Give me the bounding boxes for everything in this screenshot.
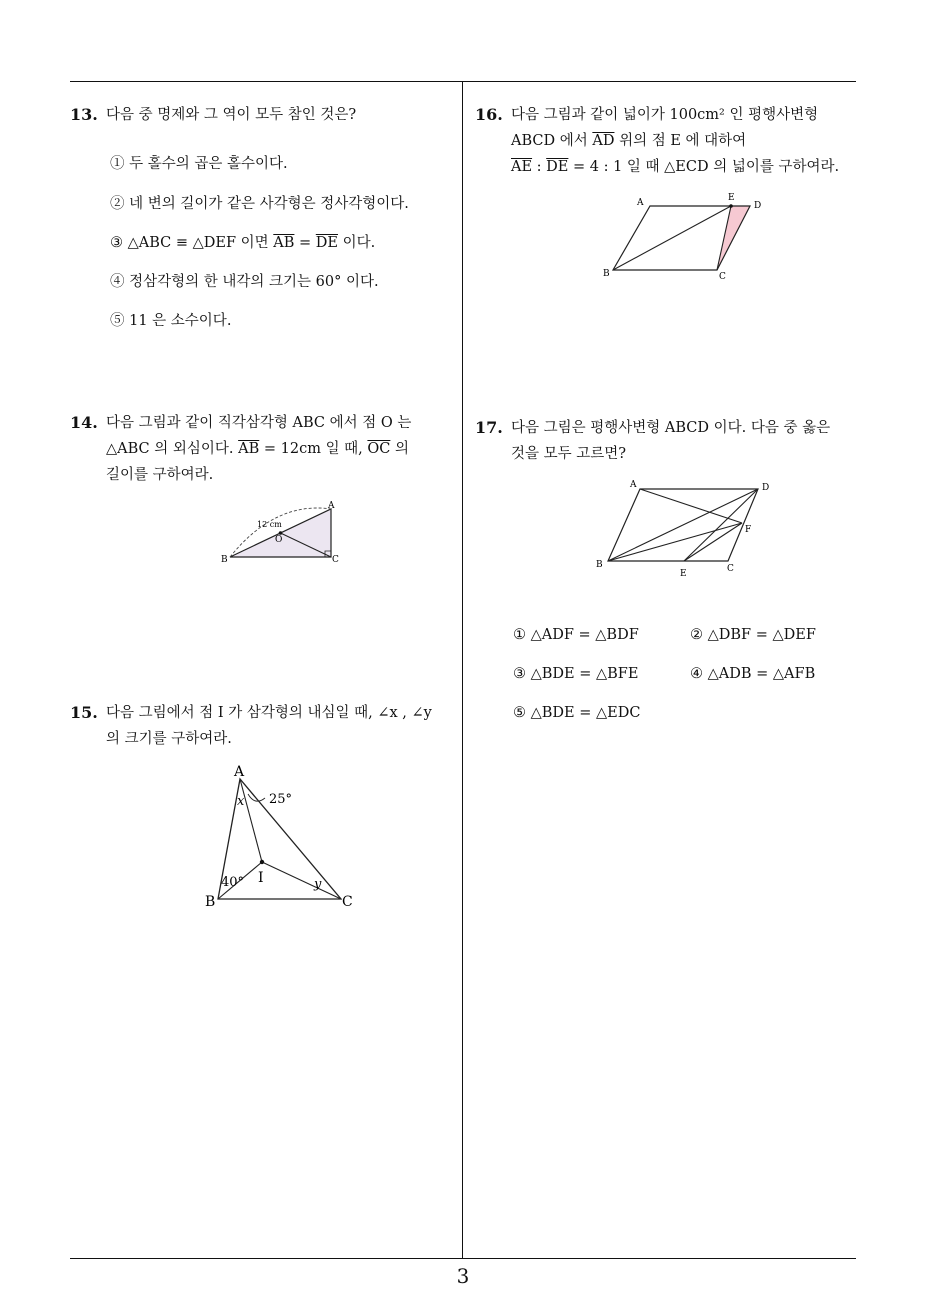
label-b: B [596,560,603,570]
label-e: E [680,569,687,579]
segment-ad: $\overline{AD}$ [592,133,615,149]
option-1[interactable]: ① 두 홀수의 곱은 홀수이다. [110,156,288,172]
question-line: 것을 모두 고르면? [511,446,627,462]
question-number: 14. [70,413,98,432]
label-angle-40: 40° [221,875,245,890]
q15-figure [195,758,365,913]
label-f: F [745,525,752,535]
question-number: 16. [475,105,503,124]
label-a: A [630,480,637,490]
question-line [511,128,855,154]
text: △ABC 의 외심이다. [106,441,239,457]
label-angle-25: 25° [269,792,293,807]
label-a: A [637,198,644,208]
page-number: 3 [456,1264,470,1288]
label-b: B [205,894,216,910]
label-b: B [603,269,610,279]
question-15 [70,700,455,752]
segment-de: $\overline{DE}$ [546,159,569,175]
segment-ef [684,523,742,561]
option-5[interactable]: ⑤ △BDE = △EDC [513,705,641,721]
equals: = [294,235,316,251]
label-d: D [754,201,762,211]
option-4[interactable]: ④ 정삼각형의 한 내각의 크기는 60° 이다. [110,274,379,290]
option-3[interactable] [110,231,375,252]
option-5[interactable]: ⑤ 11 은 소수이다. [110,313,232,329]
option-4[interactable]: ④ △ADB = △AFB [690,666,816,682]
label-c: C [342,894,353,910]
text: : [532,159,547,175]
q14-figure [215,495,350,570]
question-17 [475,415,855,467]
label-a: A [234,764,245,780]
segment-oc: $\overline{OC}$ [367,441,391,457]
label-y: y [314,877,322,892]
label-e: E [728,193,735,203]
question-16 [475,102,855,180]
option-3-tail: 이다. [338,235,376,251]
label-c: C [719,272,726,282]
question-stem: 다음 중 명제와 그 역이 모두 참인 것은? [106,107,357,123]
question-line [511,154,855,180]
question-line: 다음 그림은 평행사변형 ABCD 이다. 다음 중 옳은 [511,420,831,436]
question-line: 다음 그림과 같이 직각삼각형 ABC 에서 점 O 는 [106,415,412,431]
segment-ci [262,862,341,899]
segment-ae: $\overline{AE}$ [511,159,533,175]
question-number: 17. [475,418,503,437]
question-number: 15. [70,703,98,722]
label-b: B [221,555,228,565]
bottom-rule [70,1258,856,1259]
option-2[interactable]: ② 네 변의 길이가 같은 사각형은 정사각형이다. [110,196,409,212]
q17-figure [590,475,785,580]
top-rule [70,81,856,82]
label-c: C [727,564,734,574]
label-c: C [332,555,339,565]
option-2[interactable]: ② △DBF = △DEF [690,627,816,643]
text: ABCD 에서 [511,133,593,149]
question-number: 13. [70,105,98,124]
question-line: 길이를 구하여라. [106,467,214,483]
text: 의 [390,441,410,457]
label-x: x [237,794,245,809]
question-line: 의 크기를 구하여라. [106,731,232,747]
q16-figure [595,190,775,285]
question-13 [70,102,450,128]
label-i: I [258,870,264,886]
segment-ab: $\overline{AB}$ [238,441,260,457]
segment-af [640,489,742,523]
segment-de: $\overline{DE}$ [315,235,339,251]
text: = 12cm 일 때, [259,441,368,457]
text: = 4 : 1 일 때 △ECD 의 넓이를 구하여라. [568,159,840,175]
point-i [260,860,264,864]
segment-ab: $\overline{AB}$ [273,235,295,251]
point-e [729,204,733,208]
option-1[interactable]: ① △ADF = △BDF [513,627,639,643]
column-divider [462,81,463,1258]
label-a: A [328,501,335,511]
option-3-text: ③ △ABC ≡ △DEF 이면 [110,235,269,251]
label-o: O [275,535,283,545]
question-line [106,436,455,462]
question-line: 다음 그림에서 점 I 가 삼각형의 내심일 때, ∠x , ∠y [106,705,432,721]
label-length: 12 cm [257,520,282,529]
segment-eb [613,206,731,270]
text: 위의 점 E 에 대하여 [614,133,747,149]
question-14 [70,410,455,488]
option-3[interactable]: ③ △BDE = △BFE [513,666,639,682]
label-d: D [762,483,770,493]
question-line: 다음 그림과 같이 넓이가 100cm² 인 평행사변형 [511,107,819,123]
